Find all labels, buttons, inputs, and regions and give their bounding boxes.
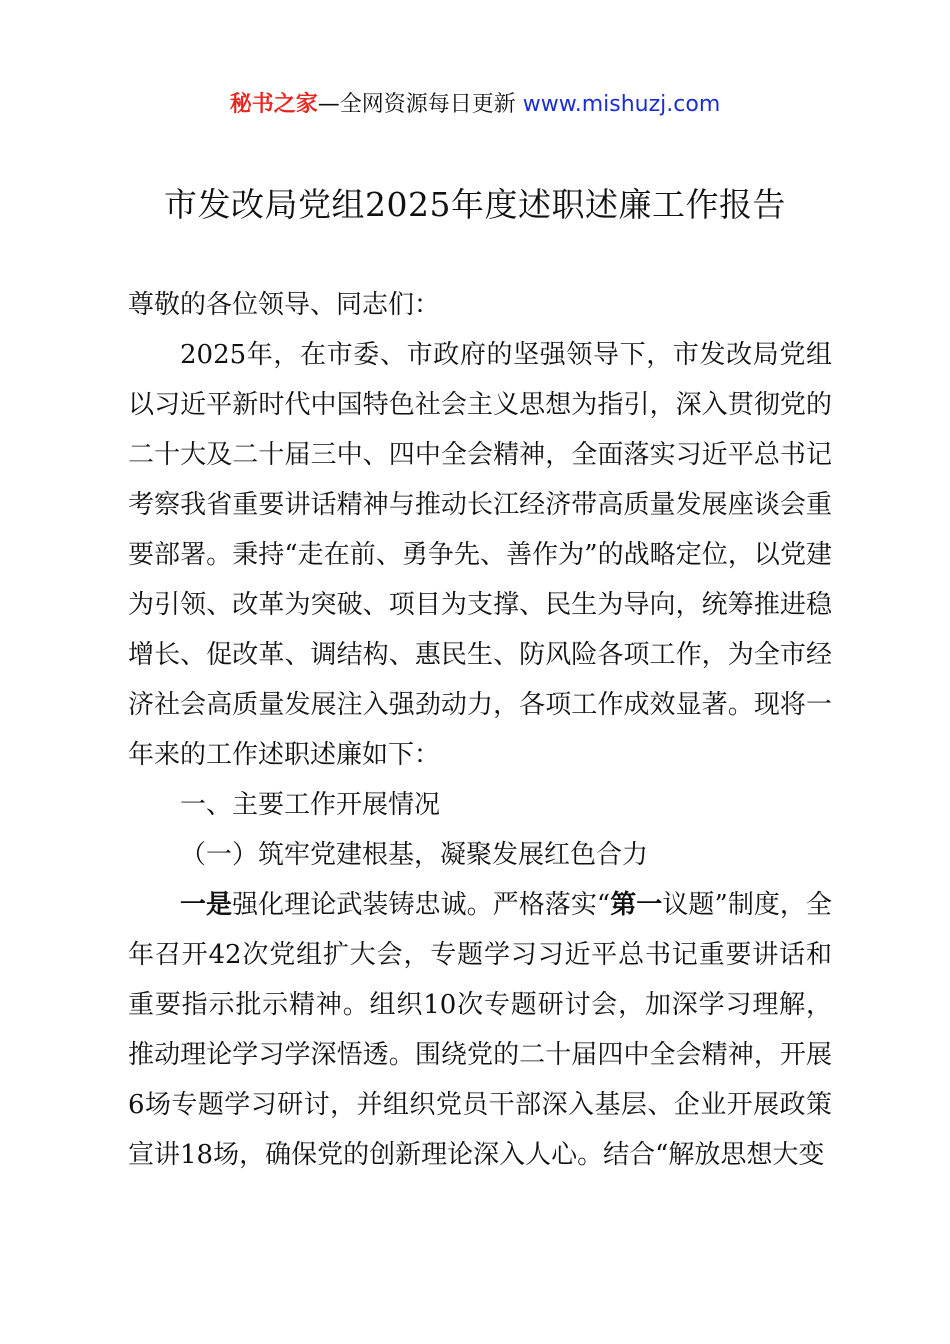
section-heading: 一、主要工作开展情况	[180, 790, 441, 820]
point-text-a: 强化理论武装铸忠诚。严格落实“	[232, 890, 611, 920]
document-title: 市发改局党组2025年度述职述廉工作报告	[164, 185, 786, 224]
subsection-heading: （一）筑牢党建根基，凝聚发展红色合力	[180, 840, 649, 870]
intro-paragraph: 2025年，在市委、市政府的坚强领导下，市发改局党组以习近平新时代中国特色社会主义思想为指引，深入贯彻党的二十大及二十届三中、四中全会精神，全面落实习近平总书记考察我省重要讲话精神与推动长江经济带高质量发展座谈会重要部署。秉持“走在前、勇争先、善作为”的战略定位，以党建为引领、改革为突破、项目为支撑、民生为导向，统筹推进稳增长、促改革、调结构、惠民生、防风险各项工作，为全市经济社会高质量发展注入强劲动力，各项工作成效显著。现将一年来的工作述职述廉如下：	[128, 340, 832, 770]
point-paragraph	[128, 880, 832, 1180]
point-emphasis: 第一	[610, 890, 663, 920]
brand-name: 秘书之家	[229, 92, 318, 117]
document-body	[128, 280, 832, 1180]
site-url-link[interactable]: www.mishuzj.com	[522, 92, 721, 117]
point-lead: 一是	[180, 890, 233, 920]
site-header	[0, 88, 950, 122]
header-slogan: —全网资源每日更新	[317, 92, 516, 117]
greeting: 尊敬的各位领导、同志们：	[128, 290, 441, 320]
point-text-b: 议题”制度，全年召开42次党组扩大会，专题学习习近平总书记重要讲话和重要指示批示精神。组织10次专题研讨会，加深学习理解，推动理论学习学深悟透。围绕党的二十届四中全会精神，开展6场专题学习研讨，并组织党员干部深入基层、企业开展政策宣讲18场，确保党的创新理论深入人心。结合“解放思想大变	[128, 890, 832, 1170]
